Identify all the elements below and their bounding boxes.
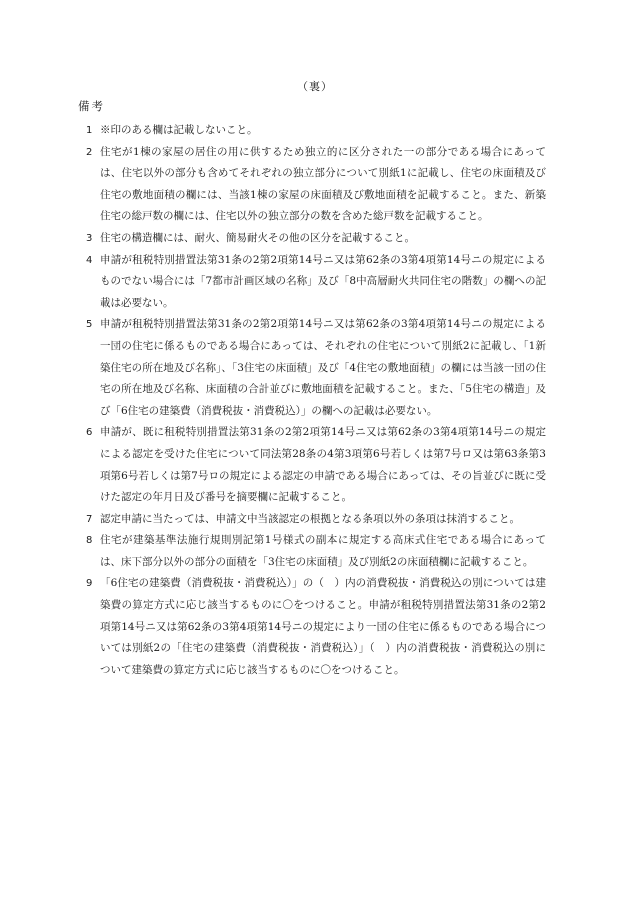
note-number: 8 — [86, 535, 93, 547]
note-4 — [86, 250, 546, 315]
note-number: 1 — [86, 125, 93, 136]
note-7 — [86, 509, 546, 531]
note-text: 住宅の構造欄には、耐火、簡易耐火その他の区分を記載すること。 — [100, 231, 415, 244]
note-text: 認定申請に当たっては、申請文中当該認定の根拠となる条項以外の条項は抹消すること。 — [100, 512, 520, 525]
note-number: 7 — [86, 513, 93, 525]
note-text: ※印のある欄は記載しないこと。 — [100, 124, 258, 136]
note-text: 申請が租税特別措置法第31条の2第2項第14号ニ又は第62条の3第4項第14号ニの規定によるものでない場合には「7都市計画区域の名称」及び「8中高層耐火共同住宅の階数」の欄への記載は必要ない。 — [100, 253, 546, 309]
note-text: 申請が租税特別措置法第31条の2第2項第14号ニ又は第62条の3第4項第14号ニの規定による一団の住宅に係るものである場合にあっては、それぞれの住宅について別紙2に記載し、「1新築住宅の所在地及び名称」、「3住宅の床面積」及び「4住宅の敷地面積」の欄には当該一団の住宅の所在地及び名称、床面積の合計並びに敷地面積を記載すること。また、「5住宅の構造」及び「6住宅の建築費（消費税抜・消費税込）」の欄への記載は必要ない。 — [100, 318, 546, 417]
note-6 — [86, 422, 546, 508]
note-2 — [86, 142, 546, 228]
note-8 — [86, 530, 546, 573]
section-heading: 備考 — [78, 99, 105, 113]
note-1 — [86, 120, 546, 142]
note-text: 申請が、既に租税特別措置法第31条の2第2項第14号ニ又は第62条の3第4項第14号ニの規定による認定を受けた住宅について同法第28条の4第3項第6号若しくは第7号ロ又は第63条第3項第6号若しくは第7号ロの規定による認定の申請である場合にあっては、その旨並びに既に受けた認定の年月日及び番号を摘要欄に記載すること。 — [100, 426, 546, 504]
note-3 — [86, 228, 546, 250]
note-number: 6 — [86, 427, 93, 439]
note-text: 「6住宅の建築費（消費税抜・消費税込）」の（ ）内の消費税抜・消費税込の別については建築費の算定方式に応じ該当するものに〇をつけること。申請が租税特別措置法第31条の2第2項第14号ニ又は第62条の3第4項第14号ニの規定により一団の住宅に係るものである場合については別紙2の「住宅の建築費（消費税抜・消費税込）」（ ）内の消費税抜・消費税込の別について建築費の算定方式に応じ該当するものに〇をつけること。 — [100, 577, 546, 676]
notes-list — [86, 120, 546, 681]
page-title: （裏） — [297, 80, 333, 93]
note-number: 4 — [86, 254, 93, 266]
note-text: 住宅が建築基準法施行規則別記第1号様式の副本に規定する高床式住宅である場合にあっては、床下部分以外の部分の面積を「3住宅の床面積」及び別紙2の床面積欄に記載すること。 — [100, 534, 546, 568]
note-number: 2 — [86, 146, 93, 158]
note-number: 3 — [86, 232, 93, 244]
note-number: 9 — [86, 578, 93, 590]
note-number: 5 — [86, 319, 93, 331]
note-text: 住宅が1棟の家屋の居住の用に供するため独立的に区分された一の部分である場合にあっては、住宅以外の部分も含めてそれぞれの独立部分について別紙1に記載し、住宅の床面積及び住宅の敷地面積の欄には、当該1棟の家屋の床面積及び敷地面積を記載すること。また、新築住宅の総戸数の欄には、住宅以外の独立部分の数を含めた総戸数を記載すること。 — [100, 145, 546, 223]
note-9 — [86, 573, 546, 681]
note-5 — [86, 314, 546, 422]
